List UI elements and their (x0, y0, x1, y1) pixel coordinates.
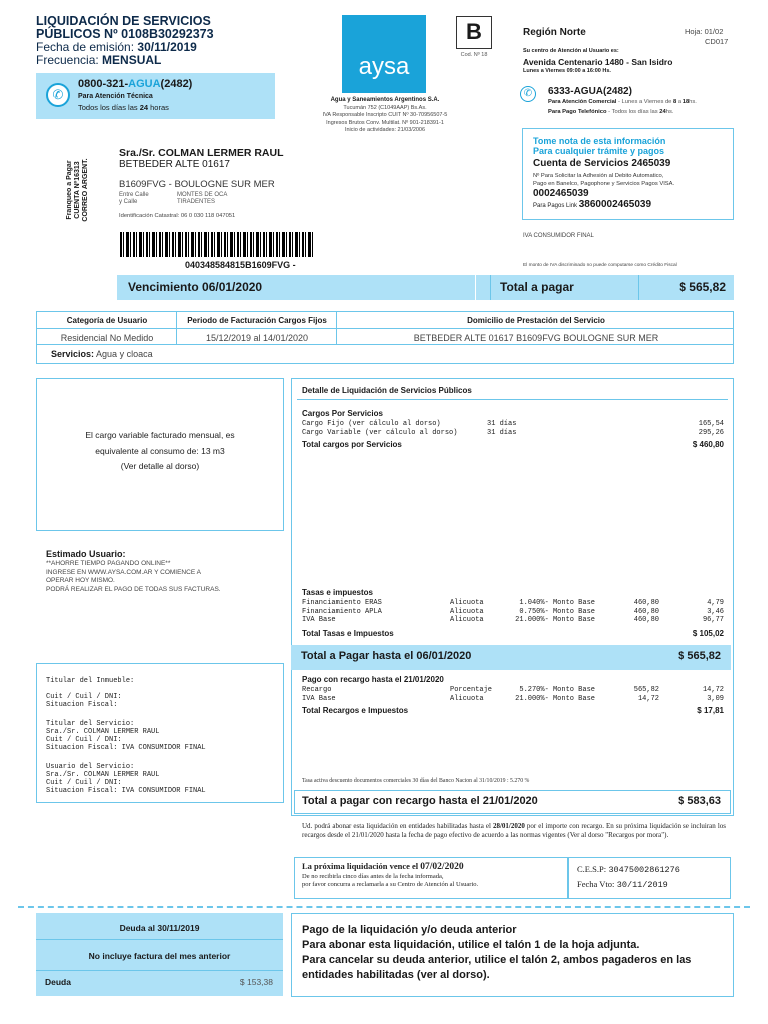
tome-line2: Pago en Banelco, Pagophone y Servicios Pagos VISA. (533, 181, 675, 187)
titular-line: Sra./Sr. COLMAN LERMER RAUL (46, 728, 160, 736)
tasas-title: Tasas e impuestos (302, 588, 373, 597)
detalle-title: Detalle de Liquidación de Servicios Públicos (302, 386, 472, 395)
recargo-total-value: $ 17,81 (697, 706, 724, 715)
header-title: LIQUIDACIÓN DE SERVICIOS (36, 14, 211, 28)
tech-line2-c: horas (148, 103, 169, 112)
total-pagar-label: Total a Pagar hasta el 06/01/2020 (301, 650, 472, 662)
pago-box (291, 913, 734, 997)
deuda-title: Deuda al 30/11/2019 (119, 923, 200, 933)
cargo-var-line1: El cargo variable facturado mensual, es (85, 430, 235, 440)
document-header (36, 15, 266, 67)
estimado-line3: OPERAR HOY MISMO. (46, 577, 115, 584)
titular-line: Cuit / Cuil / DNI: (46, 736, 122, 744)
domicilio-header: Domicilio de Prestación del Servicio (467, 316, 605, 325)
emision-date: 30/11/2019 (137, 40, 197, 54)
estimado-line4: PODRÁ REALIZAR EL PAGO DE TODAS SUS FACTURAS. (46, 585, 221, 593)
franqueo-stamp (66, 155, 90, 225)
company-addr3: Ingresos Brutos Conv. Multilat. Nº 901-218391-1 (326, 119, 444, 126)
tasa-base: 460,80 (633, 616, 659, 624)
tasa-concept: Financiamiento ERAS (302, 599, 382, 607)
servicios-label: Servicios: (51, 349, 95, 359)
fecha-vto-label: Fecha Vto: (577, 879, 615, 889)
tasa-pct: 1.040%- Monto Base (519, 599, 595, 607)
barcode (120, 232, 314, 257)
periodo-header: Periodo de Facturación Cargos Fijos (187, 316, 327, 325)
proxima-date: 07/02/2020 (420, 862, 464, 872)
tome-title2: Para cualquier trámite y pagos (533, 146, 665, 156)
comercial-line2-a: Para Pago Telefónico (548, 109, 607, 115)
tasas-total-value: $ 105,02 (692, 629, 724, 638)
cargo-row (302, 420, 724, 429)
cargos-total-label: Total cargos por Servicios (302, 440, 402, 449)
titular-line: Cuit / Cuil / DNI: (46, 693, 122, 701)
cargo-concept: Cargo Variable (ver cálculo al dorso) (302, 428, 458, 437)
total-pagar-value: $ 565,82 (678, 650, 721, 662)
emision-label: Fecha de emisión: (36, 40, 135, 54)
titular-line: Situacion Fiscal: IVA CONSUMIDOR FINAL (46, 744, 206, 752)
region-hours: Lunes a Viernes 09:00 a 16:00 Hs. (523, 68, 611, 74)
tasas-total-label: Total Tasas e Impuestos (302, 629, 394, 638)
tasa-type: Alicuota (450, 599, 484, 607)
recipient-street: BETBEDER ALTE 01617 (119, 159, 230, 170)
estimado-line1: **AHORRE TIEMPO PAGANDO ONLINE** (46, 560, 171, 567)
notice-part1: Ud. podrá abonar esta liquidación en entidades habilitadas hasta el (302, 822, 493, 830)
cargo-value: 165,54 (698, 420, 724, 428)
cargo-value: 295,26 (698, 428, 724, 437)
categoria-header: Categoría de Usuario (66, 316, 148, 325)
cargo-days: 31 días (487, 420, 517, 428)
titular-line (46, 685, 283, 693)
pagos-link-number: 3860002465039 (578, 199, 652, 210)
total-label: Total a pagar (500, 280, 574, 294)
con-recargo-bar (294, 790, 731, 814)
company-addr2: IVA Responsable Inscripto CUIT Nº 30-70956507-5 (322, 112, 448, 118)
tech-line2-b: 24 (139, 103, 149, 112)
deuda-value: $ 153,38 (239, 977, 273, 987)
titular-line: Sra./Sr. COLMAN LERMER RAUL (46, 771, 160, 779)
tech-line2-a: Todos los días las (78, 103, 140, 112)
proxima-block (302, 861, 564, 889)
recargo-type: Alicuota (450, 694, 484, 703)
recargo-total-row (302, 706, 724, 715)
barcode-text: 040348584815B1609FVG - (185, 260, 296, 270)
tasa-type: Alicuota (450, 616, 484, 624)
cargo-variable-box (36, 378, 284, 531)
info-table (36, 311, 734, 364)
comercial-line1-a: Para Atención Comercial (548, 99, 617, 105)
fecha-vto-value: 30/11/2019 (616, 880, 668, 890)
proxima-line2: De no recibirla cinco días antes de la fecha informada, (302, 873, 444, 880)
estimado-title: Estimado Usuario: (46, 549, 126, 559)
comercial-line2-d: hs. (665, 109, 674, 115)
tasa-type: Alicuota (450, 607, 484, 616)
titular-line: Situacion Fiscal: IVA CONSUMIDOR FINAL (46, 787, 206, 795)
recargo-pct: 5.270%- Monto Base (519, 686, 595, 694)
tech-support-box (36, 73, 275, 119)
titular-line: Situacion Fiscal: (46, 701, 118, 709)
iva-note: El monto de IVA discriminado no puede computarse como Crédito Fiscal (523, 263, 677, 268)
recargo-pct: 21.000%- Monto Base (515, 694, 595, 703)
cuenta-servicios: Cuenta de Servicios 2465039 (533, 158, 671, 169)
phone-icon: ✆ (520, 86, 536, 102)
tasa-pct: 0.750%- Monto Base (519, 607, 595, 616)
region-title: Región Norte (523, 27, 586, 38)
comercial-line1-d: a (676, 99, 683, 105)
servicios-value: Agua y cloaca (96, 349, 153, 359)
tasa-base: 460,80 (633, 599, 659, 607)
recargo-row (302, 695, 724, 704)
invoice-letter-box (456, 16, 492, 49)
proxima-line3: por favor concurra a reclamarla a su Centro de Atención al Usuario. (302, 881, 479, 888)
estimado-block (46, 548, 276, 594)
tech-line1: Para Atención Técnica (78, 93, 153, 100)
domicilio-value: BETBEDER ALTE 01617 B1609FVG BOULOGNE SUR MER (413, 333, 659, 343)
cesp-value: 30475002861276 (608, 865, 680, 875)
recargo-value: 14,72 (702, 686, 724, 694)
entre-calle2: TIRADENTES (177, 199, 216, 205)
comercial-line2-c: 24 (659, 109, 666, 115)
recipient-city: B1609FVG - BOULOGNE SUR MER (119, 179, 275, 190)
deuda-no-incluye: No incluye factura del mes anterior (88, 951, 231, 961)
tasa-concept: IVA Base (302, 616, 336, 624)
comercial-line1-e: 18 (682, 99, 690, 105)
region-address: Avenida Centenario 1480 - San Isidro (523, 57, 673, 67)
recargo-type: Porcentaje (450, 686, 493, 694)
adhesion-number: 0002465039 (533, 188, 589, 199)
cd-code: CD017 (705, 37, 729, 46)
frecuencia-label: Frecuencia: (36, 53, 99, 67)
summary-bar (117, 275, 734, 300)
pago-line1: Para abonar esta liquidación, utilice el talón 1 de la hoja adjunta. (302, 939, 640, 951)
tasa-note: Tasa activa descuento documentos comerciales 30 días del Banco Nacion al 31/10/2019 : 5.270 % (302, 778, 530, 784)
comercial-phone: 6333-AGUA(2482) (548, 86, 632, 97)
tasa-value: 4,79 (707, 599, 724, 607)
recargo-title: Pago con recargo hasta el 21/01/2020 (302, 675, 444, 684)
tasa-base: 460,80 (633, 607, 659, 616)
cargo-var-line3: (Ver detalle al dorso) (120, 461, 200, 471)
tasa-row (302, 608, 724, 617)
recargo-concept: Recargo (302, 686, 332, 694)
recipient-name: Sra./Sr. COLMAN LERMER RAUL (119, 147, 284, 159)
cargo-var-line2: equivalente al consumo de: 13 m3 (95, 445, 225, 456)
recargo-concept: IVA Base (302, 694, 336, 703)
recargo-notice (302, 822, 726, 840)
comercial-line1-b: - Lunes a Viernes de (616, 99, 674, 105)
cut-line (18, 906, 750, 908)
tasas-total-row (302, 629, 724, 638)
recargo-total-label: Total Recargos e Impuestos (302, 706, 409, 715)
notice-date: 28/01/2020 (492, 822, 525, 830)
recargo-base: 14,72 (637, 694, 659, 703)
con-recargo-value: $ 583,63 (678, 795, 721, 807)
comercial-line2-b: - Todos los días las (606, 109, 660, 115)
entre-label2: y Calle (119, 199, 138, 205)
comercial-line1-c: 8 (673, 99, 677, 105)
tasa-row (302, 599, 724, 608)
liquidacion-number: 0108B30292373 (121, 27, 214, 41)
company-addr1: Tucumán 752 (C1049AAP) Bs.As. (343, 104, 427, 111)
header-title-label: PÚBLICOS Nº (36, 27, 118, 41)
company-name: Agua y Saneamientos Argentinos S.A. (330, 97, 440, 103)
tasa-value: 3,46 (707, 607, 724, 616)
notice-part2: por el importe con recargo. En su próxima liquidación se incluiran los recargos desde el 21/01/2020 hasta la fecha de pago efectivo de acuerdo a las normas vigentes (Ver al dorso "Recargos por mora"). (302, 822, 726, 839)
deuda-box (36, 913, 283, 996)
cargo-concept: Cargo Fijo (ver cálculo al dorso) (302, 420, 441, 428)
tech-phone-part2: AGUA (128, 78, 161, 90)
invoice-code: Cod. Nº 18 (460, 52, 488, 58)
cargos-title: Cargos Por Servicios (302, 409, 383, 418)
titular-servicio (46, 720, 283, 752)
phone-icon: ✆ (46, 83, 70, 107)
tasa-row (302, 616, 724, 625)
company-info (285, 97, 485, 135)
tasa-pct: 21.000%- Monto Base (515, 616, 595, 624)
recargo-value: 3,09 (707, 694, 724, 703)
recargos-list (302, 686, 724, 703)
pago-title: Pago de la liquidación y/o deuda anterior (302, 924, 517, 936)
cargos-list (302, 420, 724, 437)
franqueo-line3: CORREO ARGENT. (82, 158, 89, 222)
deuda-label: Deuda (45, 977, 71, 987)
categoria-value: Residencial No Medido (60, 333, 154, 343)
franqueo-line2: CUENTA Nº16313 (74, 161, 81, 219)
aysa-logo (342, 15, 426, 93)
periodo-value: 15/12/2019 al 14/01/2020 (205, 333, 309, 343)
tome-line1: Nº Para Solicitar la Adhesión al Debito Automatico, (533, 173, 664, 179)
cesp-label: C.E.S.P: (577, 864, 607, 874)
titular-line: Titular del Servicio: (46, 720, 135, 728)
titular-inmueble (46, 677, 283, 709)
logo-text: aysa (358, 53, 410, 80)
entre-label1: Entre Calle (119, 192, 149, 198)
tech-phone-part1: 0800-321- (78, 78, 129, 90)
cargos-total-value: $ 460,80 (692, 440, 724, 449)
vencimiento-label: Vencimiento (128, 280, 199, 294)
titular-line: Titular del Inmueble: (46, 677, 135, 685)
recipient-block (119, 148, 419, 219)
tome-title1: Tome nota de esta información (533, 136, 666, 146)
invoice-letter: B (466, 19, 482, 44)
region-sub: Su centro de Atención al Usuario es: (523, 48, 619, 54)
total-pagar-bar (291, 645, 731, 670)
tasa-value: 96,77 (702, 616, 724, 624)
titular-line: Cuit / Cuil / DNI: (46, 779, 122, 787)
cargos-total-row (302, 440, 724, 449)
cargo-row (302, 429, 724, 438)
company-addr4: Inicio de actividades: 21/03/2006 (344, 127, 426, 133)
estimado-line2: INGRESE EN WWW.AYSA.COM.AR Y COMIENCE A (46, 568, 201, 576)
usuario-servicio (46, 763, 283, 795)
vencimiento-date: 06/01/2020 (202, 280, 263, 294)
titular-box (36, 663, 284, 803)
total-value: $ 565,82 (679, 280, 726, 294)
pagos-link-label: Para Pagos Link (533, 203, 578, 209)
pago-line2: Para cancelar su deuda anterior, utilice el talón 2, ambos pagaderos en las entidades habilitadas (ver al dorso). (302, 954, 692, 981)
franqueo-line1: Franqueo a Pagar (66, 160, 73, 220)
tasas-list (302, 599, 724, 625)
recargo-row (302, 686, 724, 695)
con-recargo-label: Total a pagar con recargo hasta el 21/01/2020 (302, 795, 538, 807)
recargo-base: 565,82 (633, 686, 659, 694)
frecuencia-value: MENSUAL (102, 53, 162, 67)
page-number: Hoja: 01/02 (685, 27, 724, 36)
tech-phone-part3: (2482) (160, 78, 193, 90)
iva-condition: IVA CONSUMIDOR FINAL (523, 233, 594, 239)
catastral-id: Identificación Catastral: 06 0 030 118 047051 (119, 213, 236, 219)
comercial-line1-f: hs. (689, 99, 697, 105)
tome-nota-box (522, 128, 734, 220)
titular-line: Usuario del Servicio: (46, 763, 135, 771)
cargo-days: 31 días (487, 428, 517, 437)
tasa-concept: Financiamiento APLA (302, 607, 382, 616)
entre-calle1: MONTES DE OCA (177, 192, 228, 198)
proxima-label: La próxima liquidación vence el (302, 861, 421, 871)
